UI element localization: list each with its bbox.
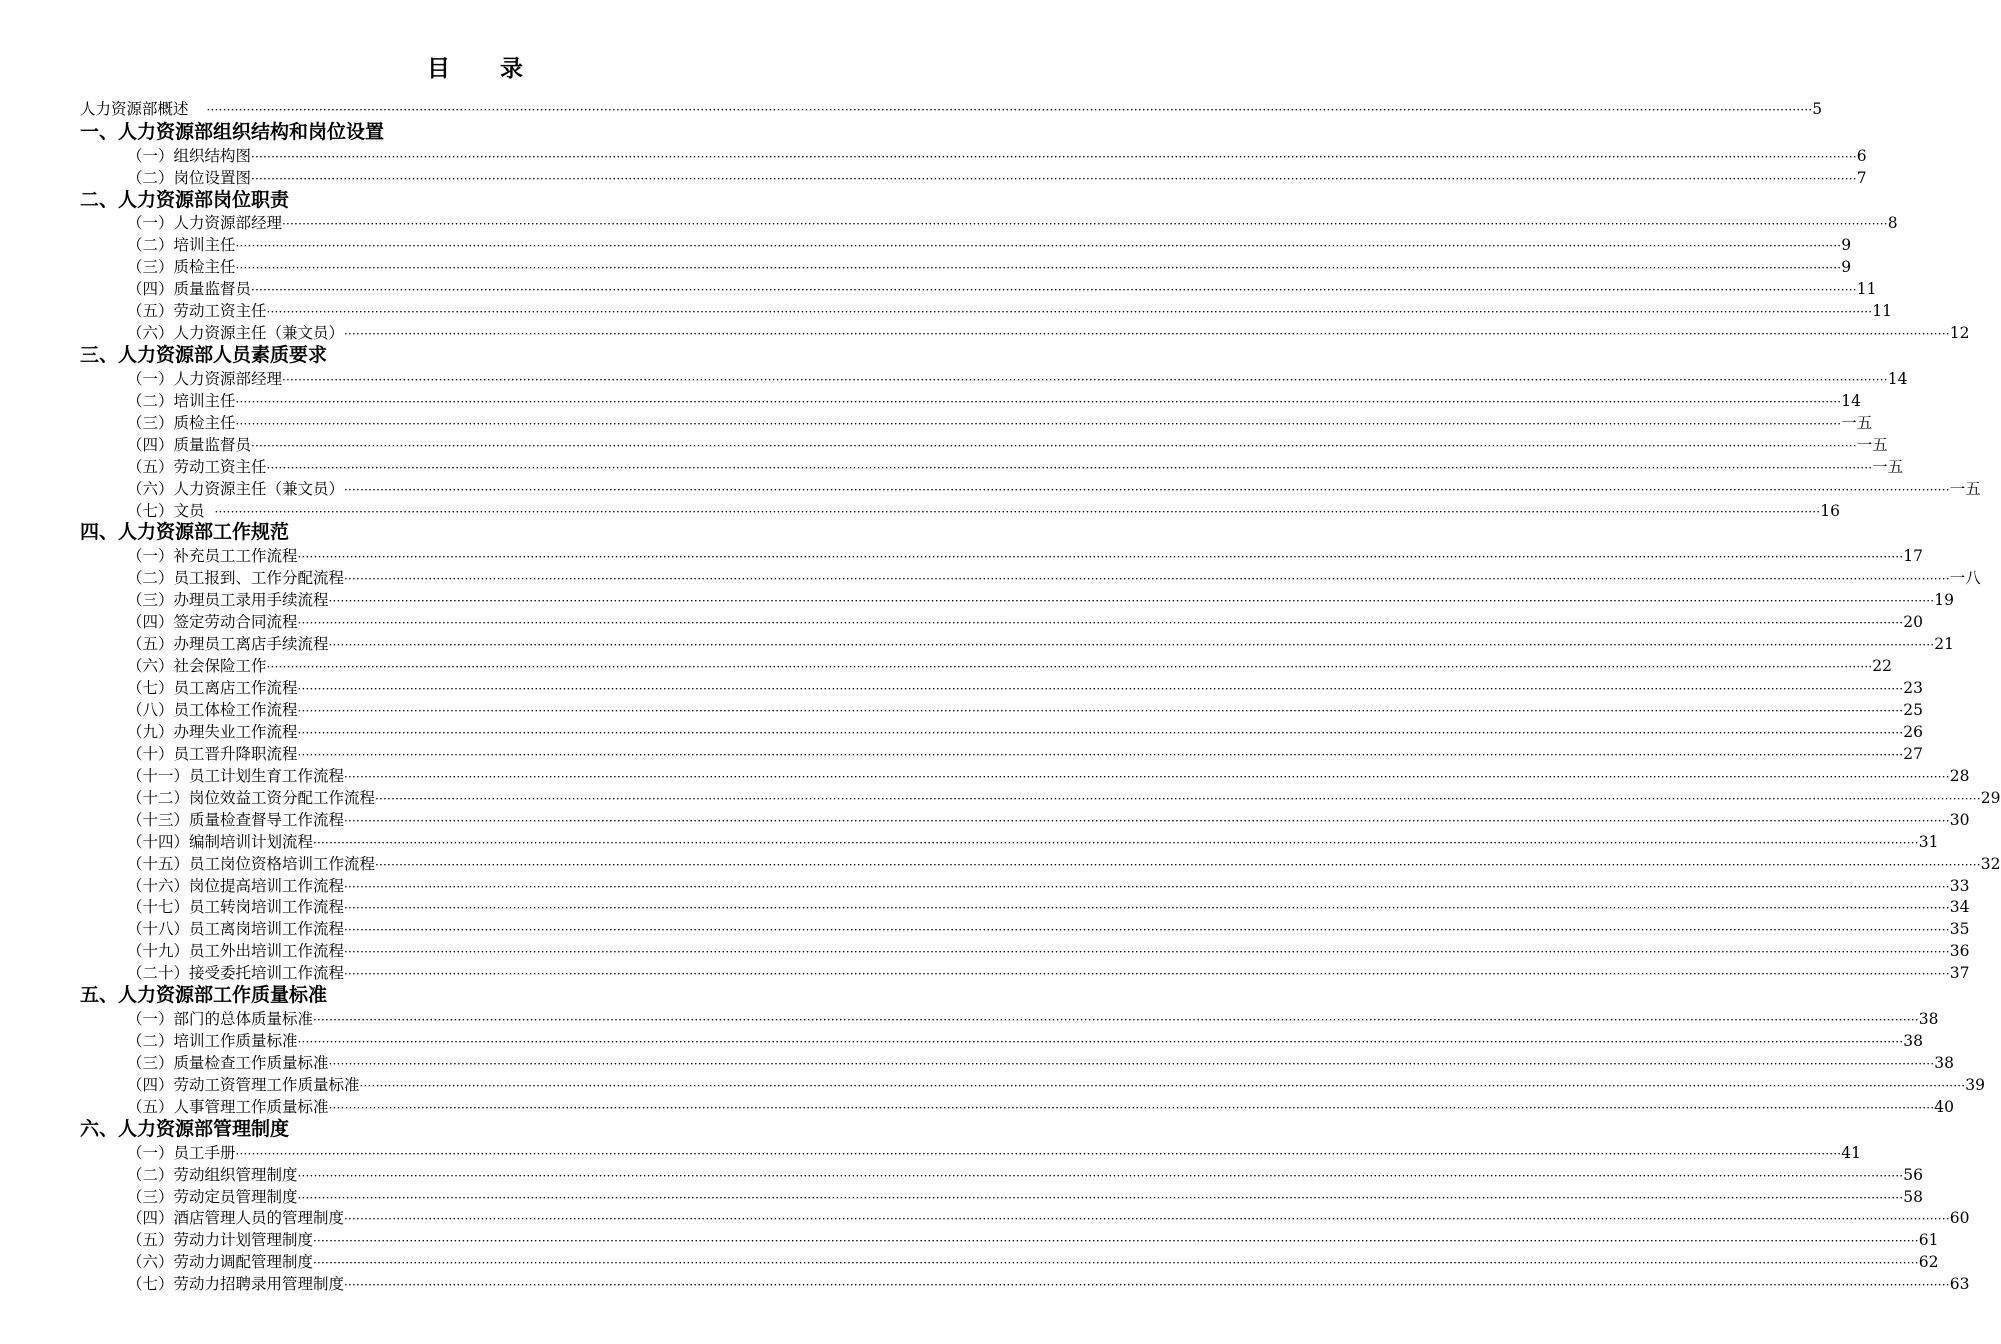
toc-entry [127,962,1970,984]
page-number: 一五 [1872,457,1904,476]
page-number: 38 [1934,1053,1955,1072]
toc-entry [127,853,2001,875]
entry-label: （七）劳动力招聘录用管理制度 [127,1275,345,1294]
toc-entry [127,699,1924,721]
toc-entry [127,1074,1986,1096]
toc-entry [127,918,1970,940]
dot-leader: ················································································································································································································································································································································································································ [344,1212,1950,1227]
dot-leader: ················································································································································································································································································································································································································ [328,638,1935,653]
page-number: 35 [1949,920,1970,939]
page-number: 41 [1841,1143,1862,1162]
page-number: 40 [1934,1097,1955,1116]
page-number: 一五 [1856,435,1888,454]
toc-entry [127,809,1970,831]
toc-entry [127,765,1970,787]
entry-label: （三）办理员工录用手续流程 [127,591,329,610]
toc-entry [127,167,1867,189]
dot-leader: ················································································································································································································································································································································································································ [297,725,1904,740]
entry-label: （二十）接受委托培训工作流程 [127,964,345,983]
dot-leader: ················································································································································································································································································································································································································ [266,460,1873,475]
toc-entry [127,1251,1939,1273]
toc-entry [127,212,1898,234]
dot-leader: ················································································································································································································································································································································································································ [328,1100,1935,1115]
dot-leader: ················································································································································································································································································································································································································ [328,594,1935,609]
toc-entry [127,1052,1955,1074]
entry-label: （二）员工报到、工作分配流程 [127,569,345,588]
dot-leader: ················································································································································································································································································································································································································ [235,239,1842,254]
dot-leader: ················································································································································································································································································································································································································ [251,149,1857,164]
page-number: 58 [1903,1187,1924,1206]
page-number: 37 [1949,964,1970,983]
entry-label: （十八）员工离岗培训工作流程 [127,920,345,939]
page-number: 27 [1903,744,1924,763]
page-number: 32 [1980,854,2001,873]
dot-leader: ················································································································································································································································································································································································································ [235,1146,1842,1161]
entry-label: （三）质量检查工作质量标准 [127,1053,329,1072]
entry-label: （二）培训主任 [127,391,236,410]
toc-entry [127,390,1862,412]
dot-leader: ················································································································································································································································································································································································································ [297,703,1904,718]
dot-leader: ················································································································································································································································································································································································································ [344,967,1950,982]
page-number: 21 [1934,635,1955,654]
page-number: 5 [1812,100,1823,118]
toc-entry [127,567,1981,589]
entry-label: （四）质量监督员 [127,280,252,299]
page-number: 7 [1856,168,1867,187]
toc-entry [127,1207,1970,1229]
page-number: 29 [1980,788,2001,807]
toc-entry [127,1008,1939,1030]
dot-leader: ················································································································································································································································································································································································································ [344,572,1950,587]
entry-label: （四）签定劳动合同流程 [127,613,298,632]
page-number: 23 [1903,678,1924,697]
page-number: 22 [1872,657,1893,675]
overview-entry [80,98,1823,120]
entry-label: （七）文员 [127,501,205,520]
entry-label: （二）岗位设置图 [127,168,252,187]
page-number: 26 [1903,722,1924,741]
page-number: 34 [1949,898,1970,917]
dot-leader: ················································································································································································································································································································································································································ [344,1278,1950,1293]
entry-label: （二）劳动组织管理制度 [127,1165,298,1184]
entry-label: （五）办理员工离店手续流程 [127,635,329,654]
page-number: 36 [1949,942,1970,961]
page-number: 17 [1903,547,1924,566]
toc-entry [127,412,1873,434]
page-number: 11 [1872,302,1893,321]
toc-entry [127,256,1852,278]
toc-entry [127,896,1970,918]
page-number: 16 [1820,501,1841,520]
entry-label: （十七）员工转岗培训工作流程 [127,898,345,917]
entry-label: （八）员工体检工作流程 [127,700,298,719]
dot-leader: ················································································································································································································································································································································································································ [344,813,1950,828]
entry-label: （一）部门的总体质量标准 [127,1010,314,1029]
section-heading: 一、人力资源部组织结构和岗位设置 [80,120,385,143]
dot-leader: ················································································································································································································································································································································································································ [344,945,1950,960]
title-char-2: 录 [500,56,523,82]
toc-entry [127,278,1877,300]
entry-label: （十）员工晋升降职流程 [127,744,298,763]
entry-label: （九）办理失业工作流程 [127,722,298,741]
toc-entry [127,721,1924,743]
dot-leader: ················································································································································································································································································································································································································ [313,1013,1919,1028]
toc-entry [127,1164,1924,1186]
entry-label: （十四）编制培训计划流程 [127,832,314,851]
dot-leader: ················································································································································································································································································································································································································ [206,103,1813,117]
toc-entry [127,633,1955,655]
page-number: 14 [1887,369,1908,388]
dot-leader: ················································································································································································································································································································································································································ [344,923,1950,938]
entry-label: （一）组织结构图 [127,146,252,165]
entry-label: （十九）员工外出培训工作流程 [127,942,345,961]
entry-label: （五）劳动工资主任 [127,302,267,321]
page-number: 61 [1918,1231,1939,1250]
dot-leader: ················································································································································································································································································································································································································ [313,1256,1919,1271]
page-number: 60 [1949,1209,1970,1228]
entry-label: （一）员工手册 [127,1143,236,1162]
page-number: 56 [1903,1165,1924,1184]
dot-leader: ················································································································································································································································································································································································································ [297,1190,1904,1205]
dot-leader: ················································································································································································································································································································································································································ [344,769,1950,784]
toc-entry [127,1142,1862,1164]
dot-leader: ················································································································································································································································································································································································································ [313,835,1919,850]
entry-label: （十五）员工岗位资格培训工作流程 [127,854,376,873]
toc-entry [127,589,1955,611]
section-heading: 五、人力资源部工作质量标准 [80,984,328,1007]
dot-leader: ················································································································································································································································································································································································································ [297,681,1904,696]
page-number: 14 [1841,391,1862,410]
section-heading: 四、人力资源部工作规范 [80,521,290,544]
page-number: 一八 [1949,569,1981,588]
page-number: 一五 [1841,413,1873,432]
page-number: 33 [1949,876,1970,895]
toc-entry [127,1229,1939,1251]
dot-leader: ················································································································································································································································································································································································································ [328,1056,1935,1071]
entry-label: （四）劳动工资管理工作质量标准 [127,1075,360,1094]
toc-entry [127,1273,1970,1295]
toc-entry [127,234,1852,256]
toc-entry [127,875,1970,897]
page-number: 38 [1903,1032,1924,1050]
page-number: 11 [1856,280,1877,299]
dot-leader: ················································································································································································································································································································································································································ [282,372,1888,387]
dot-leader: ················································································································································································································································································································································································································ [297,616,1904,631]
title-char-1: 目 [427,56,450,82]
entry-label: （六）劳动力调配管理制度 [127,1253,314,1272]
dot-leader: ················································································································································································································································································································································································································ [359,1078,1966,1093]
page-number: 6 [1856,146,1867,165]
dot-leader: ················································································································································································································································································································································································································ [375,791,1981,806]
page-number: 30 [1949,810,1970,829]
dot-leader: ················································································································································································································································································································································································································ [297,550,1904,565]
page-number: 20 [1903,613,1924,632]
dot-leader: ················································································································································································································································································································································································································ [251,171,1857,186]
toc-entry [127,456,1904,478]
entry-label: （一）补充员工工作流程 [127,547,298,566]
page-number: 62 [1918,1253,1939,1272]
entry-label: （二）培训主任 [127,236,236,255]
dot-leader: ················································································································································································································································································································································································································ [266,305,1873,320]
dot-leader: ················································································································································································································································································································································································································ [282,217,1888,232]
toc-entry [127,940,1970,962]
entry-label: （一）人力资源部经理 [127,214,283,233]
toc-entry [127,743,1924,765]
toc-entry [127,655,1893,677]
entry-label: （五）人事管理工作质量标准 [127,1097,329,1116]
dot-leader: ················································································································································································································································································································································································································ [214,504,1821,519]
page-number: 9 [1841,258,1852,277]
dot-leader: ················································································································································································································································································································································································································ [375,857,1981,872]
entry-label: （三）质检主任 [127,413,236,432]
dot-leader: ················································································································································································································································································································································································································ [297,1035,1904,1049]
entry-label: （五）劳动工资主任 [127,457,267,476]
entry-label: （六）人力资源主任（兼文员） [127,479,345,498]
toc-entry [127,1186,1924,1208]
toc-entry [127,368,1908,390]
toc-entry [127,831,1939,853]
page-number: 31 [1918,832,1939,851]
dot-leader: ················································································································································································································································································································································································································ [235,261,1842,276]
entry-label: （六）人力资源主任（兼文员） [127,324,345,343]
dot-leader: ················································································································································································································································································································································································································ [344,482,1950,497]
dot-leader: ················································································································································································································································································································································································································ [344,901,1950,916]
entry-label: （六）社会保险工作 [127,657,267,675]
entry-label: 人力资源部概述 [80,100,189,118]
toc-entry [127,500,1841,522]
toc-entry [127,322,1970,344]
toc-entry [127,611,1924,633]
page-number: 25 [1903,700,1924,719]
entry-label: （三）劳动定员管理制度 [127,1187,298,1206]
toc-entry [127,545,1924,567]
entry-label: （十三）质量检查督导工作流程 [127,810,345,829]
dot-leader: ················································································································································································································································································································································································································ [297,1168,1904,1183]
toc-entry [127,1030,1924,1052]
dot-leader: ················································································································································································································································································································································································································ [344,327,1950,342]
dot-leader: ················································································································································································································································································································································································································ [313,1234,1919,1249]
dot-leader: ················································································································································································································································································································································································································ [297,747,1904,762]
dot-leader: ················································································································································································································································································································································································································ [235,394,1842,409]
entry-label: （二）培训工作质量标准 [127,1032,298,1050]
entry-label: （四）酒店管理人员的管理制度 [127,1209,345,1228]
entry-label: （一）人力资源部经理 [127,369,283,388]
toc-entry [127,300,1893,322]
toc-entry [127,1096,1955,1118]
entry-label: （三）质检主任 [127,258,236,277]
dot-leader: ················································································································································································································································································································································································································ [266,660,1873,674]
dot-leader: ················································································································································································································································································································································································································ [251,438,1857,453]
entry-label: （五）劳动力计划管理制度 [127,1231,314,1250]
section-heading: 三、人力资源部人员素质要求 [80,344,328,366]
section-heading: 六、人力资源部管理制度 [80,1117,290,1140]
entry-label: （十一）员工计划生育工作流程 [127,766,345,785]
entry-label: （十二）岗位效益工资分配工作流程 [127,788,376,807]
page-number: 一五 [1949,479,1981,498]
entry-label: （七）员工离店工作流程 [127,678,298,697]
entry-label: （十六）岗位提高培训工作流程 [127,876,345,895]
toc-entry [127,434,1888,456]
section-heading: 二、人力资源部岗位职责 [80,188,290,211]
toc-entry [127,145,1867,167]
page-number: 63 [1949,1275,1970,1294]
dot-leader: ················································································································································································································································································································································································································ [344,879,1950,894]
dot-leader: ················································································································································································································································································································································································································ [251,283,1857,298]
page-number: 8 [1887,214,1898,233]
dot-leader: ················································································································································································································································································································································································································ [235,416,1842,431]
toc-entry [127,478,1981,500]
entry-label: （四）质量监督员 [127,435,252,454]
page-number: 9 [1841,236,1852,255]
page-number: 12 [1949,324,1970,343]
page-number: 38 [1918,1010,1939,1029]
toc-entry [127,787,2001,809]
page-number: 19 [1934,591,1955,610]
page-number: 28 [1949,766,1970,785]
page-number: 39 [1965,1075,1986,1094]
toc-entry [127,677,1924,699]
